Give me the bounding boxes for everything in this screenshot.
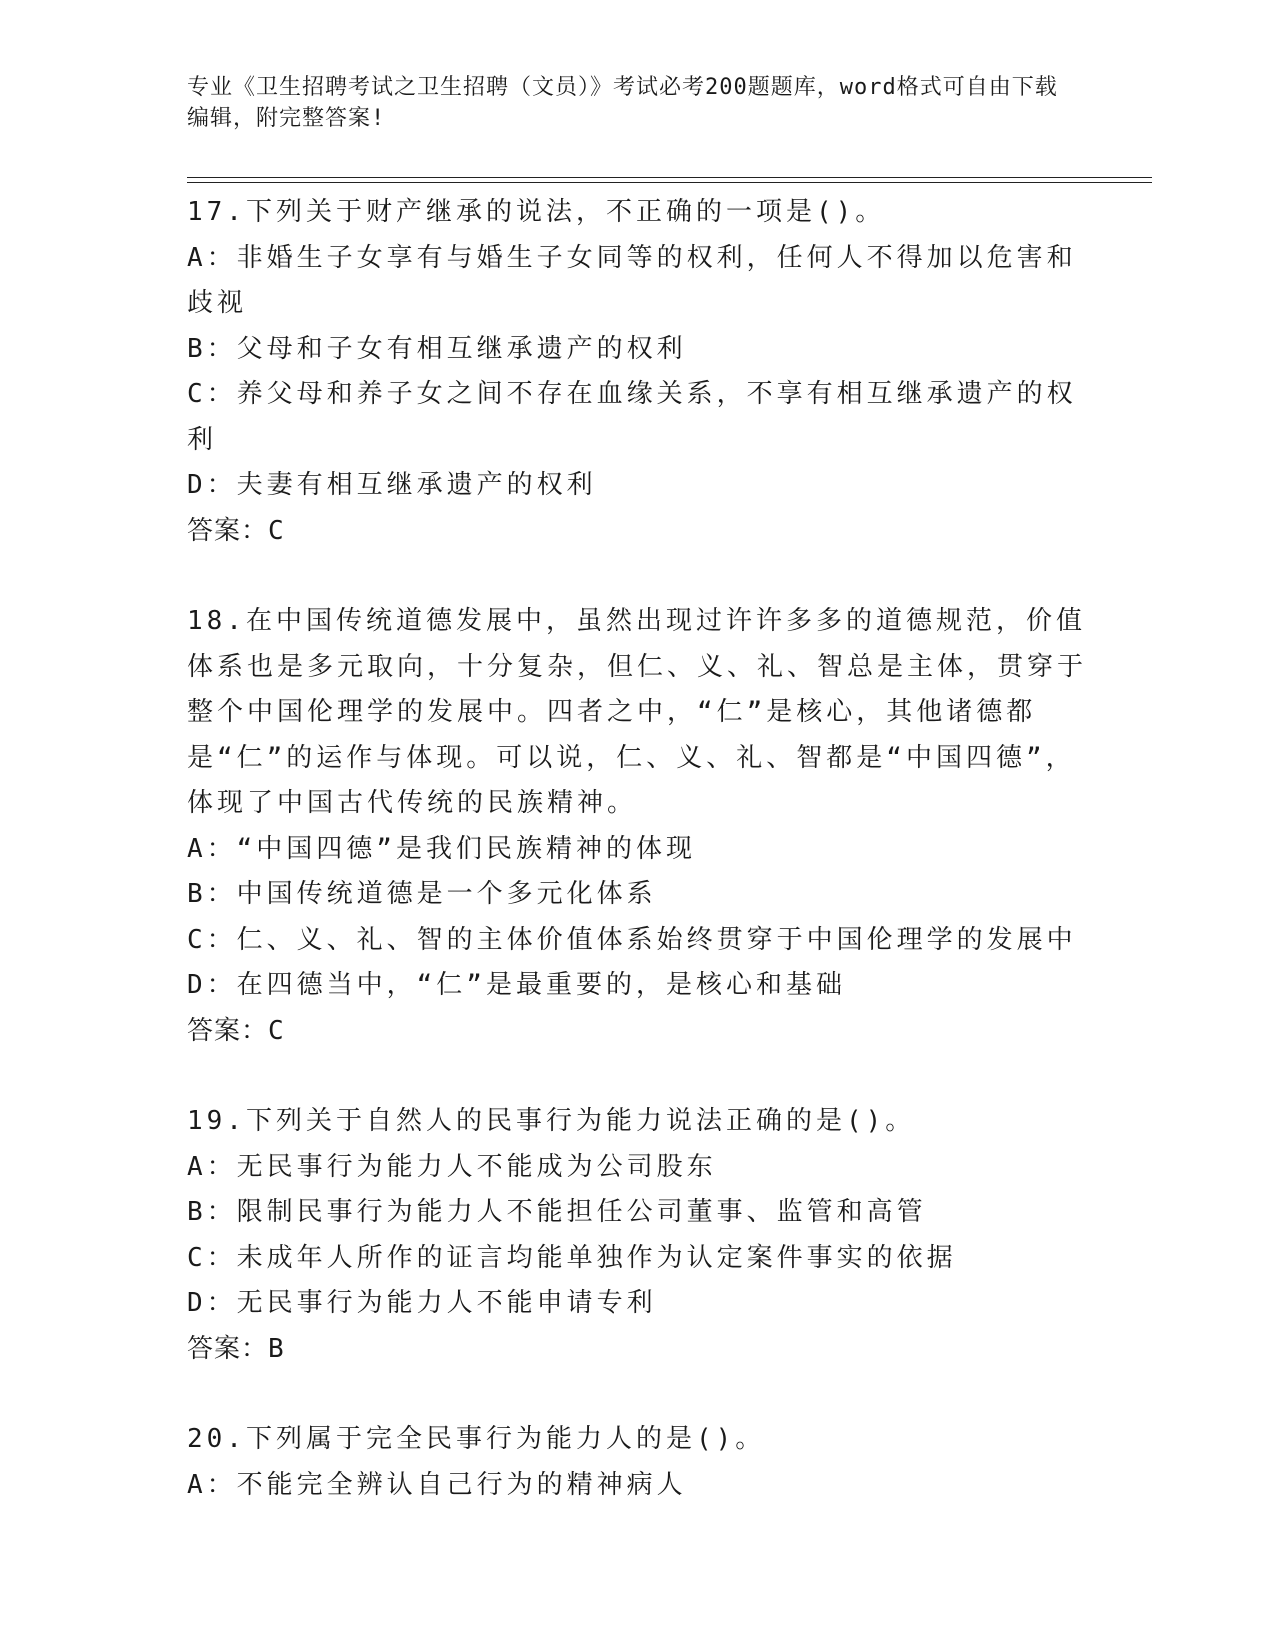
question-stem: 18.在中国传统道德发展中，虽然出现过许许多多的道德规范，价值体系也是多元取向，十分复杂，但仁、义、礼、智总是主体，贯穿于整个中国伦理学的发展中。四者之中，“仁”是核心，其他诸德都是“仁”的运作与体现。可以说，仁、义、礼、智都是“中国四德”，体现了中国古代传统的民族精神。: [187, 606, 1088, 818]
option-c: C：养父母和养子女之间不存在血缘关系，不享有相互继承遗产的权利: [187, 379, 1077, 455]
option-d: D：夫妻有相互继承遗产的权利: [187, 470, 597, 500]
option-c: C：仁、义、礼、智的主体价值体系始终贯穿于中国伦理学的发展中: [187, 924, 1077, 955]
question-17: [187, 190, 1087, 554]
answer: 答案：C: [187, 1015, 285, 1046]
answer: 答案：B: [187, 1333, 285, 1364]
option-d: D：在四德当中，“仁”是最重要的，是核心和基础: [187, 970, 846, 1000]
question-list: [187, 190, 1087, 1553]
question-stem: 20.下列属于完全民事行为能力人的是()。: [187, 1424, 766, 1454]
option-a: A：无民事行为能力人不能成为公司股东: [187, 1151, 717, 1182]
option-d: D：无民事行为能力人不能申请专利: [187, 1288, 657, 1318]
question-stem: 19.下列关于自然人的民事行为能力说法正确的是()。: [187, 1106, 916, 1136]
question-19: [187, 1099, 1087, 1372]
document-header: 专业《卫生招聘考试之卫生招聘（文员）》考试必考200题题库，word格式可自由下载编辑，附完整答案!: [187, 75, 1058, 131]
question-20: [187, 1417, 1087, 1508]
option-b: B：限制民事行为能力人不能担任公司董事、监管和高管: [187, 1197, 927, 1227]
option-a: A：不能完全辨认自己行为的精神病人: [187, 1469, 687, 1500]
option-c: C：未成年人所作的证言均能单独作为认定案件事实的依据: [187, 1242, 957, 1273]
question-stem: 17.下列关于财产继承的说法，不正确的一项是()。: [187, 197, 886, 227]
header-divider-bottom: [187, 182, 1152, 183]
header-divider-top: [187, 177, 1152, 178]
option-a: A：非婚生子女享有与婚生子女同等的权利，任何人不得加以危害和歧视: [187, 242, 1077, 318]
option-a: A：“中国四德”是我们民族精神的体现: [187, 833, 696, 864]
question-18: [187, 599, 1087, 1054]
answer: 答案：C: [187, 515, 285, 546]
option-b: B：父母和子女有相互继承遗产的权利: [187, 333, 687, 364]
option-b: B：中国传统道德是一个多元化体系: [187, 879, 657, 909]
